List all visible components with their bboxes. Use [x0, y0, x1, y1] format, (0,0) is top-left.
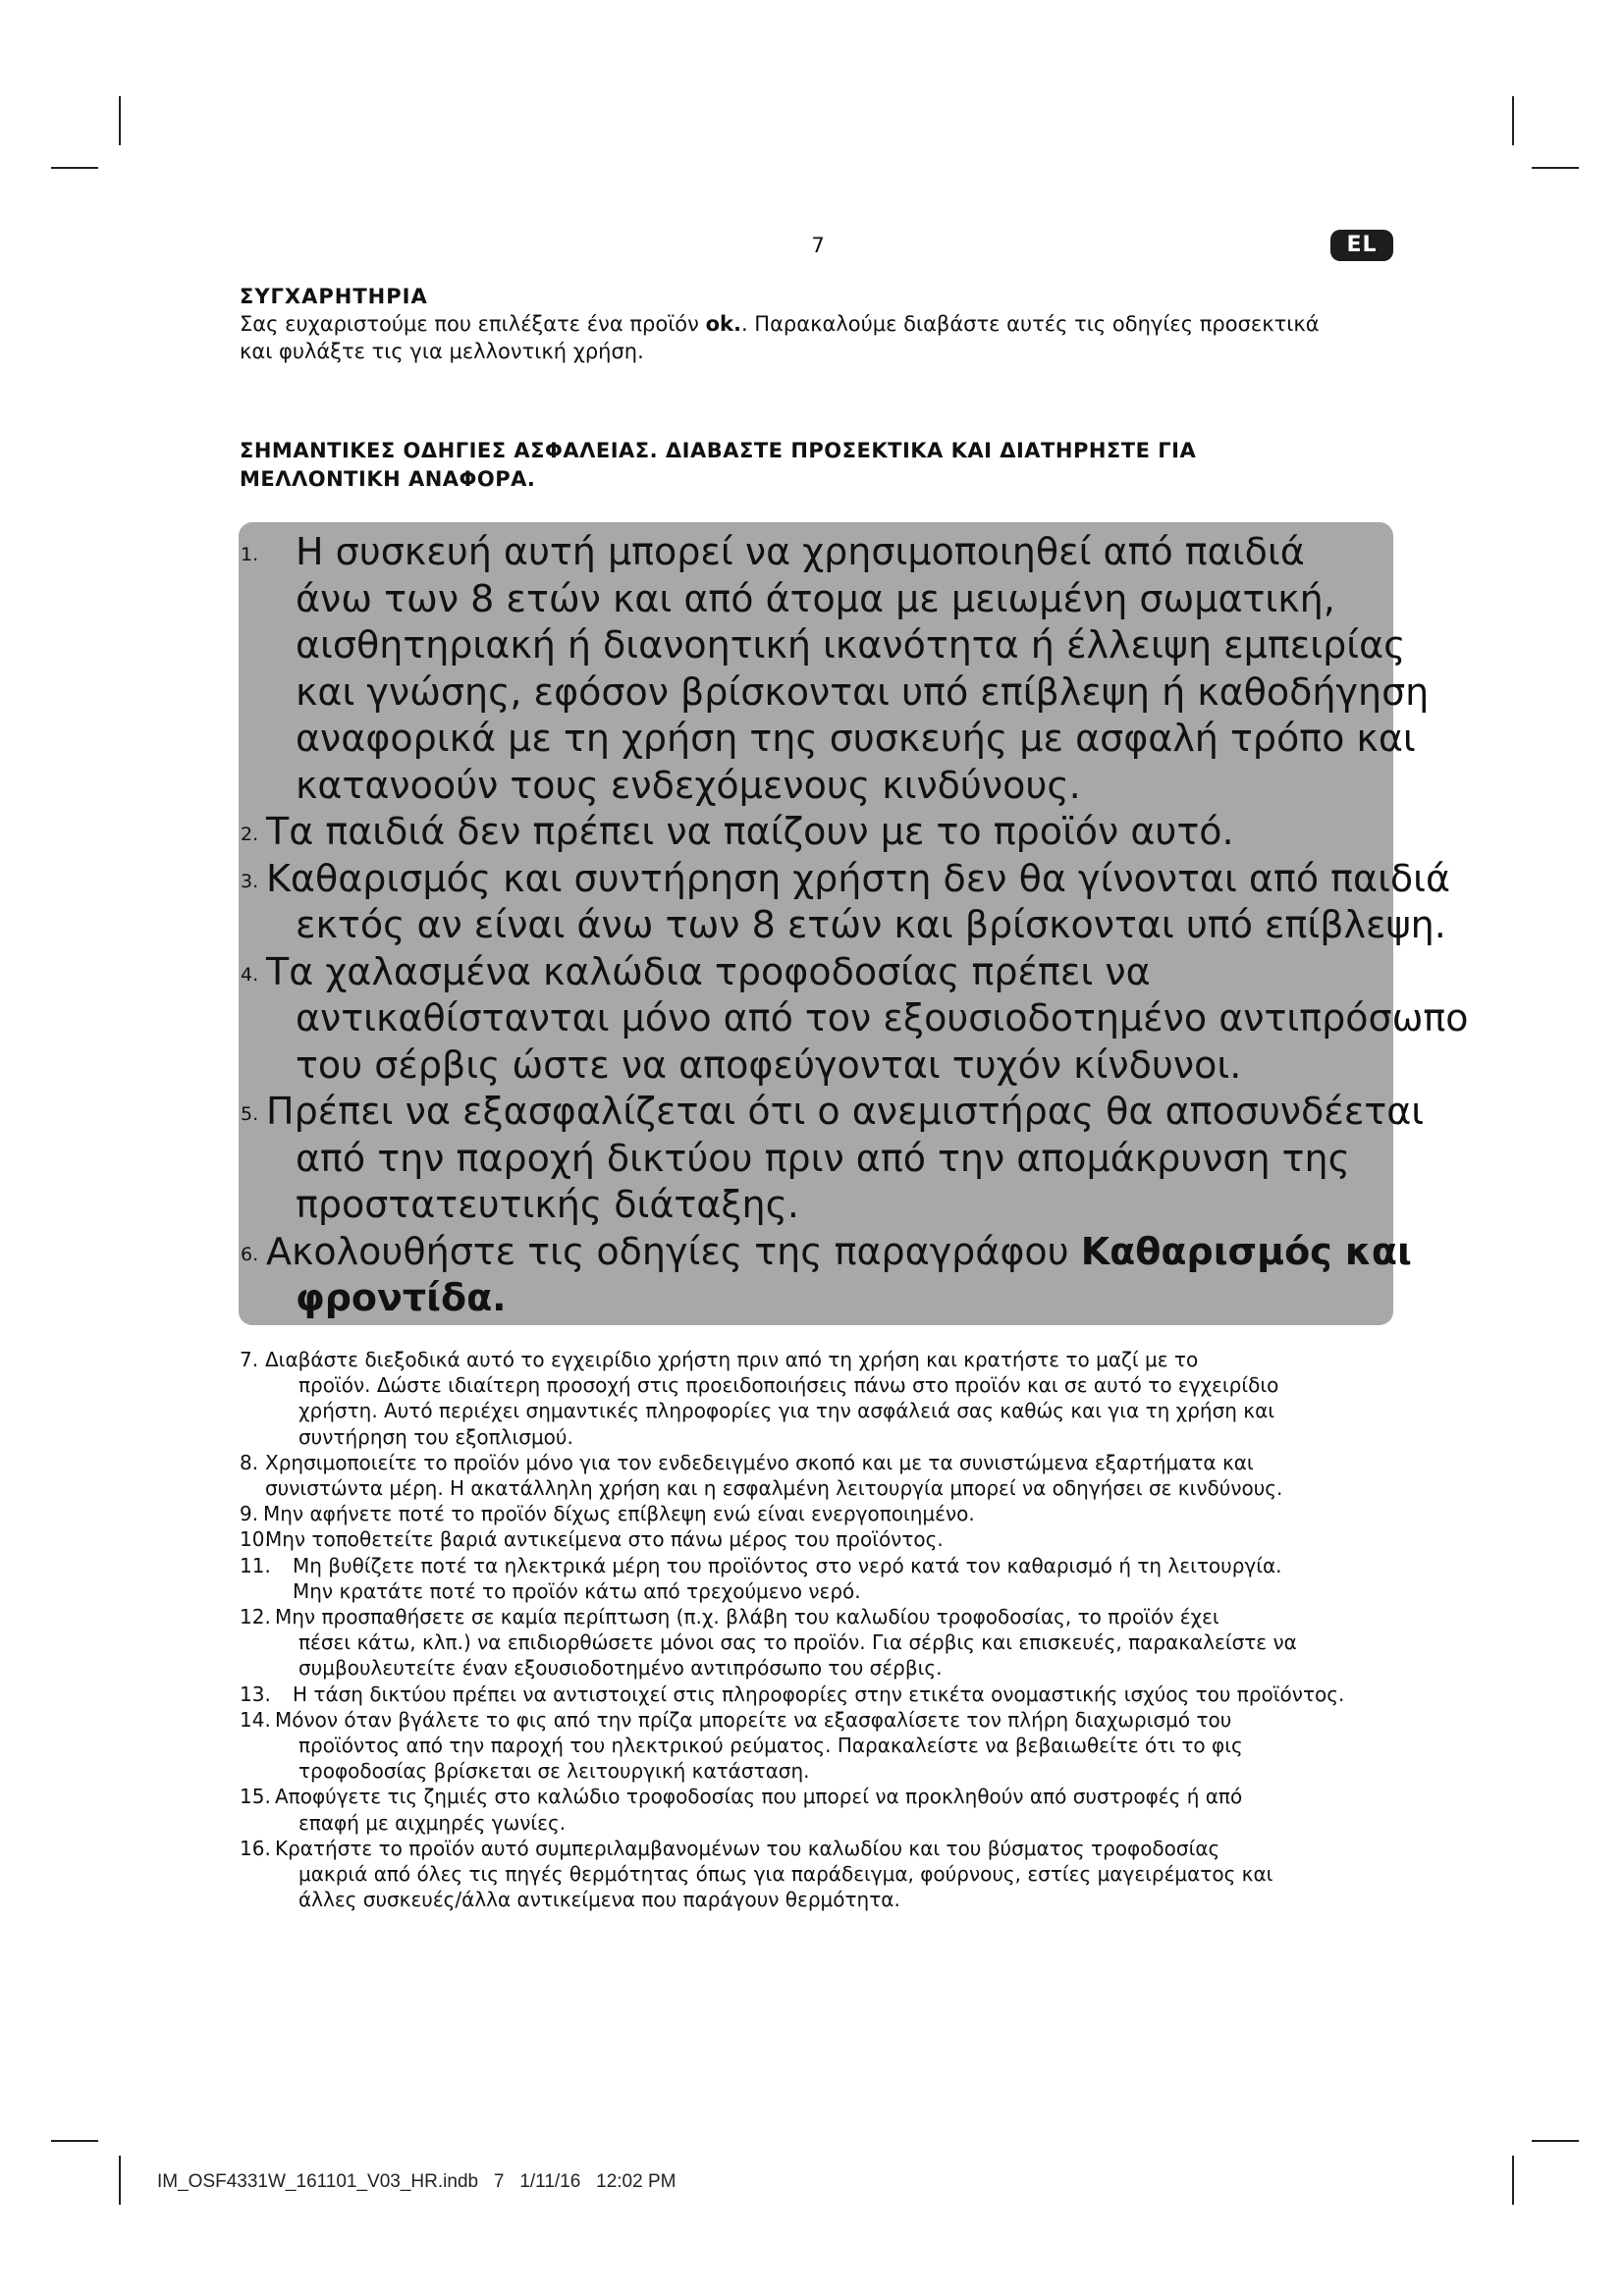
list-item: 10. Μην τοποθετείτε βαριά αντικείμενα στο πάνω μέρος του προϊόντος.: [240, 1527, 944, 1552]
safety-heading: ΣΗΜΑΝΤΙΚΕΣ ΟΔΗΓΙΕΣ ΑΣΦΑΛΕΙΑΣ. ΔΙΑΒΑΣΤΕ ΠΡΟΣΕΚΤΙΚΑ ΚΑΙ ΔΙΑΤΗΡΗΣΤΕ ΓΙΑ ΜΕΛΛΟΝΤΙΚΗ ΑΝΑΦΟΡΑ.: [240, 439, 1197, 491]
crop-mark: [51, 167, 98, 169]
warning-item: 2. Τα παιδιά δεν πρέπει να παίζουν με το προϊόν αυτό.: [241, 810, 1234, 853]
safety-list: [240, 1347, 1398, 1912]
list-item: 12. Μην προσπαθήσετε σε καμία περίπτωση (π.χ. βλάβη του καλωδίου τροφοδοσίας, το προϊόν έχει πέσει κάτω, κλπ.) να επιδιορθώσετε μόνοι σας το προϊόν. Για σέρβις και επισκευές, παρακαλείστε να συμβουλευτείτε έναν εξουσιοδοτημένο αντιπρόσωπο του σέρβις.: [240, 1605, 1297, 1681]
list-item: 16. Κρατήστε το προϊόν αυτό συμπεριλαμβανομένων του καλωδίου και του βύσματος τροφοδοσίας μακριά από όλες τις πηγές θερμότητας όπως για παράδειγμα, φούρνους, εστίες μαγειρέματος και άλλες συσκευές/άλλα αντικείμενα που παράγουν θερμότητα.: [240, 1836, 1273, 1912]
list-item: 13. Η τάση δικτύου πρέπει να αντιστοιχεί στις πληροφορίες στην ετικέτα ονομαστικής ισχύος του προϊόντος.: [240, 1682, 1345, 1706]
highlighted-warnings: [239, 522, 1469, 1325]
crop-mark: [1512, 2156, 1514, 2205]
warning-item: 3. Καθαρισμός και συντήρηση χρήστη δεν θα γίνονται από παιδιά εκτός αν είναι άνω των 8 ετών και βρίσκονται υπό επίβλεψη.: [241, 856, 1451, 946]
brand-name: ok.: [705, 312, 741, 336]
list-item: 7. Διαβάστε διεξοδικά αυτό το εγχειρίδιο χρήστη πριν από τη χρήση και κρατήστε το μαζί με το προϊόν. Δώστε ιδιαίτερη προσοχή στις προειδοποιήσεις πάνω στο προϊόν και σε αυτό το εγχειρίδιο χρήστη. Αυτό περιέχει σημαντικές πληροφορίες για την ασφάλειά σας καθώς και για τη χρήση και συντήρηση του εξοπλισμού.: [240, 1348, 1279, 1449]
warning-item: 1. Η συσκευή αυτή μπορεί να χρησιμοποιηθεί από παιδιά άνω των 8 ετών και από άτομα με μειωμένη σωματική, αισθητηριακή ή διανοητική ικανότητα ή έλλειψη εμπειρίας και γνώσης, εφόσον βρίσκονται υπό επίβλεψη ή καθοδήγηση αναφορικά με τη χρήση της συσκευής με ασφαλή τρόπο και κατανοούν τους ενδεχόμενους κινδύνους.: [241, 530, 1430, 807]
warning-item: 6. Ακολουθήστε τις οδηγίες της παραγράφου Καθαρισμός και φροντίδα.: [241, 1229, 1412, 1319]
language-badge: EL: [1330, 230, 1393, 261]
warning-item: 5. Πρέπει να εξασφαλίζεται ότι ο ανεμιστήρας θα αποσυνδέεται από την παροχή δικτύου πριν από την απομάκρυνση της προστατευτικής διάταξης.: [241, 1090, 1425, 1226]
warning-item: 4. Τα χαλασμένα καλώδια τροφοδοσίας πρέπει να αντικαθίστανται μόνο από τον εξουσιοδοτημένο αντιπρόσωπο του σέρβις ώστε να αποφεύγονται τυχόν κίνδυνοι.: [241, 949, 1469, 1087]
page-number: 7: [811, 234, 825, 257]
crop-mark: [119, 2156, 121, 2205]
intro-section: [240, 283, 1398, 365]
print-slug: IM_OSF4331W_161101_V03_HR.indb 7 1/11/16 12:02 PM: [157, 2171, 677, 2192]
list-item: 14. Μόνον όταν βγάλετε το φις από την πρίζα μπορείτε να εξασφαλίσετε τον πλήρη διαχωρισμό του προϊόντος από την παροχή του ηλεκτρικού ρεύματος. Παρακαλείστε να βεβαιωθείτε ότι το φις τροφοδοσίας βρίσκεται σε λειτουργική κατάσταση.: [240, 1707, 1243, 1784]
list-item: 8. Χρησιμοποιείτε το προϊόν μόνο για τον ενδεδειγμένο σκοπό και με τα συνιστώμενα εξαρτήματα και συνιστώντα μέρη. Η ακατάλληλη χρήση και η εσφαλμένη λειτουργία μπορεί να οδηγήσει σε κινδύνους.: [240, 1450, 1283, 1501]
crop-mark: [51, 2140, 98, 2142]
crop-mark: [1532, 2140, 1579, 2142]
list-item: 11. Μη βυθίζετε ποτέ τα ηλεκτρικά μέρη του προϊόντος στο νερό κατά τον καθαρισμό ή τη λειτουργία. Μην κρατάτε ποτέ το προϊόν κάτω από τρεχούμενο νερό.: [240, 1553, 1282, 1603]
intro-text: Σας ευχαριστούμε που επιλέξατε ένα προϊόν ok.. Παρακαλούμε διαβάστε αυτές τις οδηγίες προσεκτικά: [240, 312, 1320, 336]
list-item: 15. Αποφύγετε τις ζημιές στο καλώδιο τροφοδοσίας που μπορεί να προκληθούν από συστροφές ή από επαφή με αιχμηρές γωνίες.: [240, 1785, 1243, 1835]
intro-title: ΣΥΓΧΑΡΗΤΗΡΙΑ: [240, 285, 428, 308]
crop-mark: [1532, 167, 1579, 169]
crop-mark: [1512, 96, 1514, 145]
intro-text-line2: και φυλάξτε τις για μελλοντική χρήση.: [240, 340, 644, 363]
list-item: 9. Μην αφήνετε ποτέ το προϊόν δίχως επίβλεψη ενώ είναι ενεργοποιημένο.: [240, 1502, 975, 1526]
crop-mark: [119, 96, 121, 145]
